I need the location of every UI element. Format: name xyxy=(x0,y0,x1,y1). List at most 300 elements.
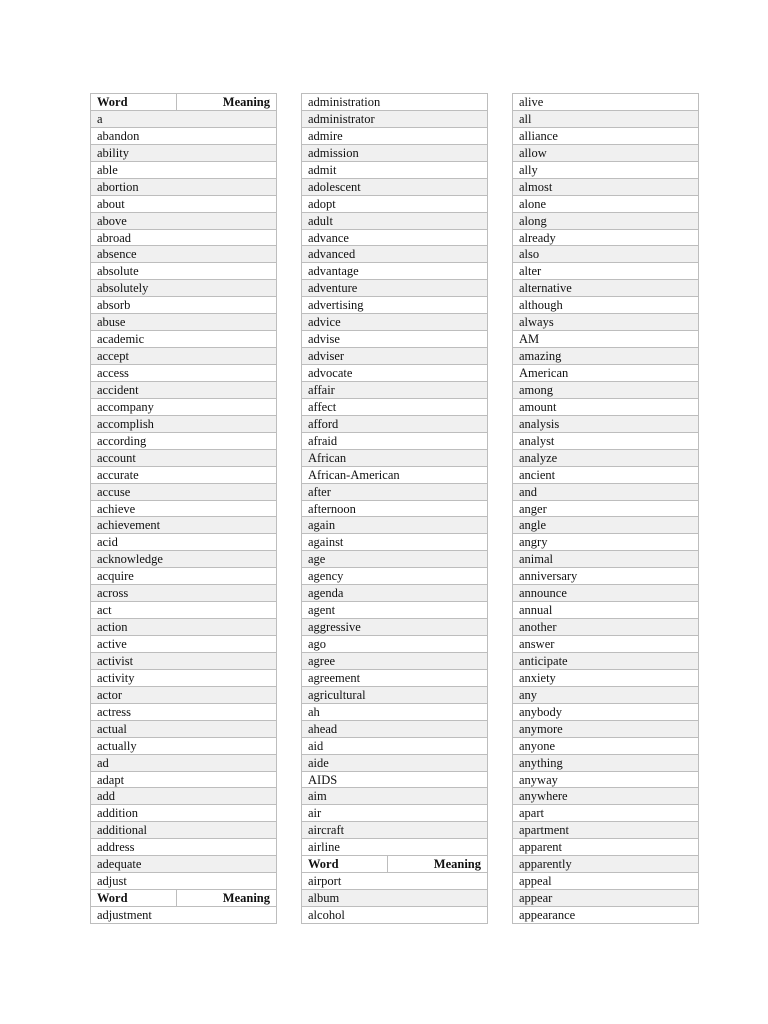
table-row xyxy=(90,805,277,822)
word-cell: achieve xyxy=(97,501,136,516)
word-cell: among xyxy=(519,382,554,397)
table-row xyxy=(301,704,488,721)
word-cell: alive xyxy=(519,95,544,109)
word-cell: African xyxy=(308,450,347,465)
word-cell: analyst xyxy=(519,433,555,448)
table-row xyxy=(90,145,277,162)
word-cell: aim xyxy=(308,789,327,804)
table-row xyxy=(301,111,488,128)
word-cell: acquire xyxy=(97,569,134,584)
word-cell: achievement xyxy=(97,518,161,533)
table-row xyxy=(301,263,488,280)
word-cell: anything xyxy=(519,755,563,770)
table-row xyxy=(301,517,488,534)
word-cell: able xyxy=(97,162,118,177)
word-cell: all xyxy=(519,111,532,126)
word-cell: aide xyxy=(308,755,329,770)
word-cell: anxiety xyxy=(519,670,556,685)
table-row xyxy=(512,94,699,111)
word-cell: another xyxy=(519,620,557,635)
table-row xyxy=(301,619,488,636)
table-row xyxy=(90,196,277,213)
table-row xyxy=(90,856,277,873)
word-cell: adviser xyxy=(308,349,345,364)
word-cell: appeal xyxy=(519,874,552,889)
word-cell: agenda xyxy=(308,586,344,601)
table-row xyxy=(90,263,277,280)
table-row xyxy=(512,484,699,501)
table-row xyxy=(512,263,699,280)
word-cell: ago xyxy=(308,637,327,651)
table-row xyxy=(301,890,488,907)
word-cell: anyone xyxy=(519,738,556,753)
table-row xyxy=(512,670,699,687)
word-cell: anywhere xyxy=(519,789,568,804)
word-cell: ability xyxy=(97,145,129,160)
table-row xyxy=(512,179,699,196)
word-cell: amount xyxy=(519,399,557,414)
table-row xyxy=(90,704,277,721)
table-row xyxy=(512,450,699,467)
word-cell: adolescent xyxy=(308,179,361,194)
word-cell: age xyxy=(308,552,326,567)
word-cell: active xyxy=(97,637,127,651)
word-cell: appear xyxy=(519,891,553,906)
table-row xyxy=(301,314,488,331)
table-row xyxy=(301,196,488,213)
table-row xyxy=(301,179,488,196)
word-cell: a xyxy=(97,111,103,126)
table-row xyxy=(301,145,488,162)
word-cell: acknowledge xyxy=(97,552,163,567)
table-row xyxy=(90,280,277,297)
word-cell: afraid xyxy=(308,433,338,448)
table-row xyxy=(301,687,488,704)
table-row xyxy=(90,534,277,551)
table-row xyxy=(301,873,488,890)
table-row xyxy=(512,551,699,568)
table-row xyxy=(301,297,488,314)
table-row xyxy=(90,788,277,805)
table-row xyxy=(90,636,277,653)
word-cell: adjust xyxy=(97,874,127,889)
table-row xyxy=(512,399,699,416)
table-row xyxy=(512,314,699,331)
word-cell: ad xyxy=(97,755,109,770)
word-cell: agent xyxy=(308,603,336,618)
word-cell: air xyxy=(308,806,322,821)
word-cell: alone xyxy=(519,196,547,211)
word-cell: additional xyxy=(97,823,147,838)
table-row xyxy=(90,907,277,924)
word-cell: acid xyxy=(97,535,118,550)
table-row xyxy=(90,822,277,839)
table-row xyxy=(301,805,488,822)
table-row xyxy=(512,822,699,839)
word-cell: accurate xyxy=(97,467,139,482)
word-cell: advice xyxy=(308,315,341,330)
table-row xyxy=(301,568,488,585)
word-cell: afford xyxy=(308,416,339,431)
word-cell: airline xyxy=(308,840,340,855)
table-row xyxy=(512,704,699,721)
table-row xyxy=(301,348,488,365)
table-row xyxy=(512,501,699,518)
word-cell: amazing xyxy=(519,349,562,364)
word-header: Word xyxy=(302,856,388,872)
table-row xyxy=(90,484,277,501)
word-cell: agricultural xyxy=(308,687,366,702)
meaning-header: Meaning xyxy=(433,857,481,872)
word-cell: adopt xyxy=(308,196,336,211)
table-row xyxy=(301,162,488,179)
table-row xyxy=(301,755,488,772)
table-row xyxy=(512,331,699,348)
word-cell: about xyxy=(97,196,125,211)
table-row xyxy=(301,416,488,433)
table-row xyxy=(90,585,277,602)
word-cell: annual xyxy=(519,603,553,618)
word-cell: adult xyxy=(308,213,333,228)
table-row xyxy=(512,585,699,602)
word-cell: apartment xyxy=(519,823,569,838)
word-cell: admit xyxy=(308,162,337,177)
table-row xyxy=(90,399,277,416)
word-cell: airport xyxy=(308,874,342,889)
table-row xyxy=(512,162,699,179)
table-row xyxy=(512,907,699,924)
word-cell: accuse xyxy=(97,484,131,499)
word-cell: anybody xyxy=(519,704,563,719)
word-cell: advance xyxy=(308,230,349,245)
word-header: Word xyxy=(91,890,177,906)
table-row xyxy=(90,517,277,534)
word-cell: absorb xyxy=(97,298,131,313)
table-row xyxy=(512,433,699,450)
word-cell: anniversary xyxy=(519,569,578,584)
word-cell: alter xyxy=(519,264,542,279)
table-row xyxy=(512,534,699,551)
table-row xyxy=(512,873,699,890)
table-row xyxy=(512,890,699,907)
word-cell: account xyxy=(97,450,136,465)
word-cell: abortion xyxy=(97,179,139,194)
table-row xyxy=(512,805,699,822)
word-table-column-2 xyxy=(301,93,488,924)
table-row xyxy=(301,670,488,687)
table-row xyxy=(512,111,699,128)
table-row xyxy=(301,213,488,230)
table-row xyxy=(512,653,699,670)
word-cell: ahead xyxy=(308,721,338,736)
table-row xyxy=(512,788,699,805)
word-cell: abuse xyxy=(97,315,126,330)
word-cell: actor xyxy=(97,687,122,702)
word-cell: across xyxy=(97,586,129,601)
word-cell: abroad xyxy=(97,230,132,245)
word-cell: actual xyxy=(97,721,127,736)
word-cell: alliance xyxy=(519,128,558,143)
table-row xyxy=(90,450,277,467)
table-row xyxy=(512,687,699,704)
word-cell: advise xyxy=(308,332,340,347)
word-cell: advocate xyxy=(308,366,353,380)
table-row xyxy=(512,772,699,789)
word-cell: analysis xyxy=(519,416,560,431)
word-cell: angry xyxy=(519,535,548,550)
word-cell: alternative xyxy=(519,281,572,296)
word-cell: action xyxy=(97,620,128,635)
word-cell: accept xyxy=(97,349,129,364)
word-cell: administrator xyxy=(308,111,375,126)
word-cell: adequate xyxy=(97,857,142,872)
word-table-column-1 xyxy=(90,93,277,924)
word-cell: agreement xyxy=(308,670,361,685)
word-cell: afternoon xyxy=(308,501,356,516)
word-cell: act xyxy=(97,603,112,618)
table-row xyxy=(512,246,699,263)
table-row xyxy=(90,670,277,687)
word-cell: anger xyxy=(519,501,547,516)
table-row xyxy=(512,467,699,484)
table-row xyxy=(90,873,277,890)
table-row xyxy=(90,331,277,348)
word-cell: agency xyxy=(308,569,344,584)
word-cell: aircraft xyxy=(308,823,345,838)
table-row xyxy=(512,839,699,856)
table-row xyxy=(301,822,488,839)
table-row xyxy=(90,433,277,450)
table-row xyxy=(512,755,699,772)
word-cell: accident xyxy=(97,382,139,397)
word-cell: accomplish xyxy=(97,416,154,431)
table-header-row xyxy=(301,856,488,873)
table-row xyxy=(301,280,488,297)
word-cell: absolute xyxy=(97,264,139,279)
word-cell: allow xyxy=(519,145,547,160)
word-cell: against xyxy=(308,535,344,550)
table-row xyxy=(301,653,488,670)
table-row xyxy=(512,619,699,636)
word-cell: apparently xyxy=(519,857,572,872)
table-row xyxy=(90,348,277,365)
meaning-header: Meaning xyxy=(222,891,270,906)
word-cell: anyway xyxy=(519,772,558,787)
word-cell: address xyxy=(97,840,135,855)
word-cell: ally xyxy=(519,162,538,177)
word-cell: after xyxy=(308,484,331,499)
word-cell: also xyxy=(519,247,540,262)
table-row xyxy=(90,230,277,247)
word-cell: alcohol xyxy=(308,908,345,922)
table-row xyxy=(90,551,277,568)
word-cell: accompany xyxy=(97,399,154,414)
table-row xyxy=(301,450,488,467)
table-row xyxy=(301,365,488,382)
table-row xyxy=(512,348,699,365)
table-row xyxy=(512,856,699,873)
word-cell: American xyxy=(519,366,569,380)
table-row xyxy=(512,213,699,230)
table-row xyxy=(90,128,277,145)
table-row xyxy=(512,145,699,162)
word-cell: addition xyxy=(97,806,138,821)
word-cell: absence xyxy=(97,247,137,262)
table-row xyxy=(512,517,699,534)
table-row xyxy=(90,653,277,670)
word-cell: advantage xyxy=(308,264,359,279)
word-cell: activity xyxy=(97,670,135,685)
word-cell: album xyxy=(308,891,340,906)
table-row xyxy=(301,602,488,619)
table-row xyxy=(301,94,488,111)
table-row xyxy=(301,230,488,247)
table-row xyxy=(301,484,488,501)
table-row xyxy=(90,213,277,230)
word-cell: African-American xyxy=(308,467,400,482)
word-cell: although xyxy=(519,298,563,313)
word-cell: analyze xyxy=(519,450,558,465)
table-row xyxy=(90,755,277,772)
table-row xyxy=(512,568,699,585)
table-row xyxy=(90,179,277,196)
table-row xyxy=(512,365,699,382)
word-cell: animal xyxy=(519,552,554,567)
table-header-row xyxy=(90,94,277,111)
table-row xyxy=(301,246,488,263)
word-cell: anymore xyxy=(519,721,563,736)
word-cell: agree xyxy=(308,653,336,668)
word-cell: absolutely xyxy=(97,281,149,296)
word-cell: adventure xyxy=(308,281,358,296)
table-row xyxy=(90,839,277,856)
table-row xyxy=(512,636,699,653)
word-cell: always xyxy=(519,315,554,330)
word-cell: appearance xyxy=(519,908,576,922)
word-table-column-3 xyxy=(512,93,699,924)
table-header-row xyxy=(90,890,277,907)
table-row xyxy=(512,297,699,314)
word-cell: aid xyxy=(308,738,324,753)
table-row xyxy=(90,602,277,619)
table-row xyxy=(301,788,488,805)
table-row xyxy=(90,568,277,585)
word-cell: advanced xyxy=(308,247,356,262)
word-cell: activist xyxy=(97,653,134,668)
table-row xyxy=(301,331,488,348)
table-row xyxy=(301,721,488,738)
word-cell: any xyxy=(519,687,538,702)
table-row xyxy=(301,382,488,399)
word-cell: abandon xyxy=(97,128,140,143)
word-cell: apart xyxy=(519,806,544,821)
table-row xyxy=(90,382,277,399)
word-cell: again xyxy=(308,518,336,533)
word-cell: adapt xyxy=(97,772,125,787)
word-cell: actually xyxy=(97,738,137,753)
table-row xyxy=(301,534,488,551)
table-row xyxy=(301,585,488,602)
word-cell: advertising xyxy=(308,298,364,313)
table-row xyxy=(512,738,699,755)
table-row xyxy=(90,416,277,433)
word-cell: academic xyxy=(97,332,145,347)
table-row xyxy=(301,738,488,755)
word-cell: aggressive xyxy=(308,620,361,635)
table-row xyxy=(90,246,277,263)
table-row xyxy=(301,772,488,789)
table-row xyxy=(301,467,488,484)
table-row xyxy=(90,501,277,518)
table-row xyxy=(90,467,277,484)
word-cell: according xyxy=(97,433,147,448)
word-cell: administration xyxy=(308,95,381,109)
table-row xyxy=(90,738,277,755)
table-row xyxy=(90,687,277,704)
table-row xyxy=(90,772,277,789)
word-cell: along xyxy=(519,213,547,228)
table-row xyxy=(90,314,277,331)
word-cell: above xyxy=(97,213,127,228)
word-cell: admire xyxy=(308,128,343,143)
word-cell: access xyxy=(97,366,129,380)
table-row xyxy=(512,128,699,145)
table-row xyxy=(90,721,277,738)
word-cell: AIDS xyxy=(308,772,338,787)
table-row xyxy=(512,280,699,297)
table-row xyxy=(90,111,277,128)
table-row xyxy=(301,433,488,450)
word-cell: ancient xyxy=(519,467,556,482)
word-cell: and xyxy=(519,484,538,499)
word-cell: already xyxy=(519,230,556,245)
word-cell: AM xyxy=(519,332,540,347)
word-header: Word xyxy=(91,94,177,110)
word-cell: announce xyxy=(519,586,567,601)
table-row xyxy=(301,399,488,416)
meaning-header: Meaning xyxy=(222,95,270,109)
word-cell: affair xyxy=(308,382,335,397)
table-row xyxy=(512,196,699,213)
table-row xyxy=(301,907,488,924)
table-row xyxy=(90,162,277,179)
table-row xyxy=(301,501,488,518)
word-cell: adjustment xyxy=(97,908,152,922)
table-row xyxy=(301,839,488,856)
word-cell: angle xyxy=(519,518,547,533)
table-row xyxy=(512,602,699,619)
word-cell: almost xyxy=(519,179,553,194)
table-row xyxy=(90,619,277,636)
word-cell: actress xyxy=(97,704,132,719)
word-cell: add xyxy=(97,789,116,804)
table-row xyxy=(512,721,699,738)
table-row xyxy=(512,382,699,399)
table-row xyxy=(301,551,488,568)
table-row xyxy=(90,365,277,382)
word-cell: ah xyxy=(308,704,320,719)
table-row xyxy=(90,297,277,314)
table-row xyxy=(512,230,699,247)
word-cell: apparent xyxy=(519,840,563,855)
word-cell: answer xyxy=(519,637,555,651)
word-cell: anticipate xyxy=(519,653,568,668)
table-row xyxy=(301,636,488,653)
table-row xyxy=(512,416,699,433)
table-row xyxy=(301,128,488,145)
word-cell: admission xyxy=(308,145,359,160)
word-cell: affect xyxy=(308,399,337,414)
